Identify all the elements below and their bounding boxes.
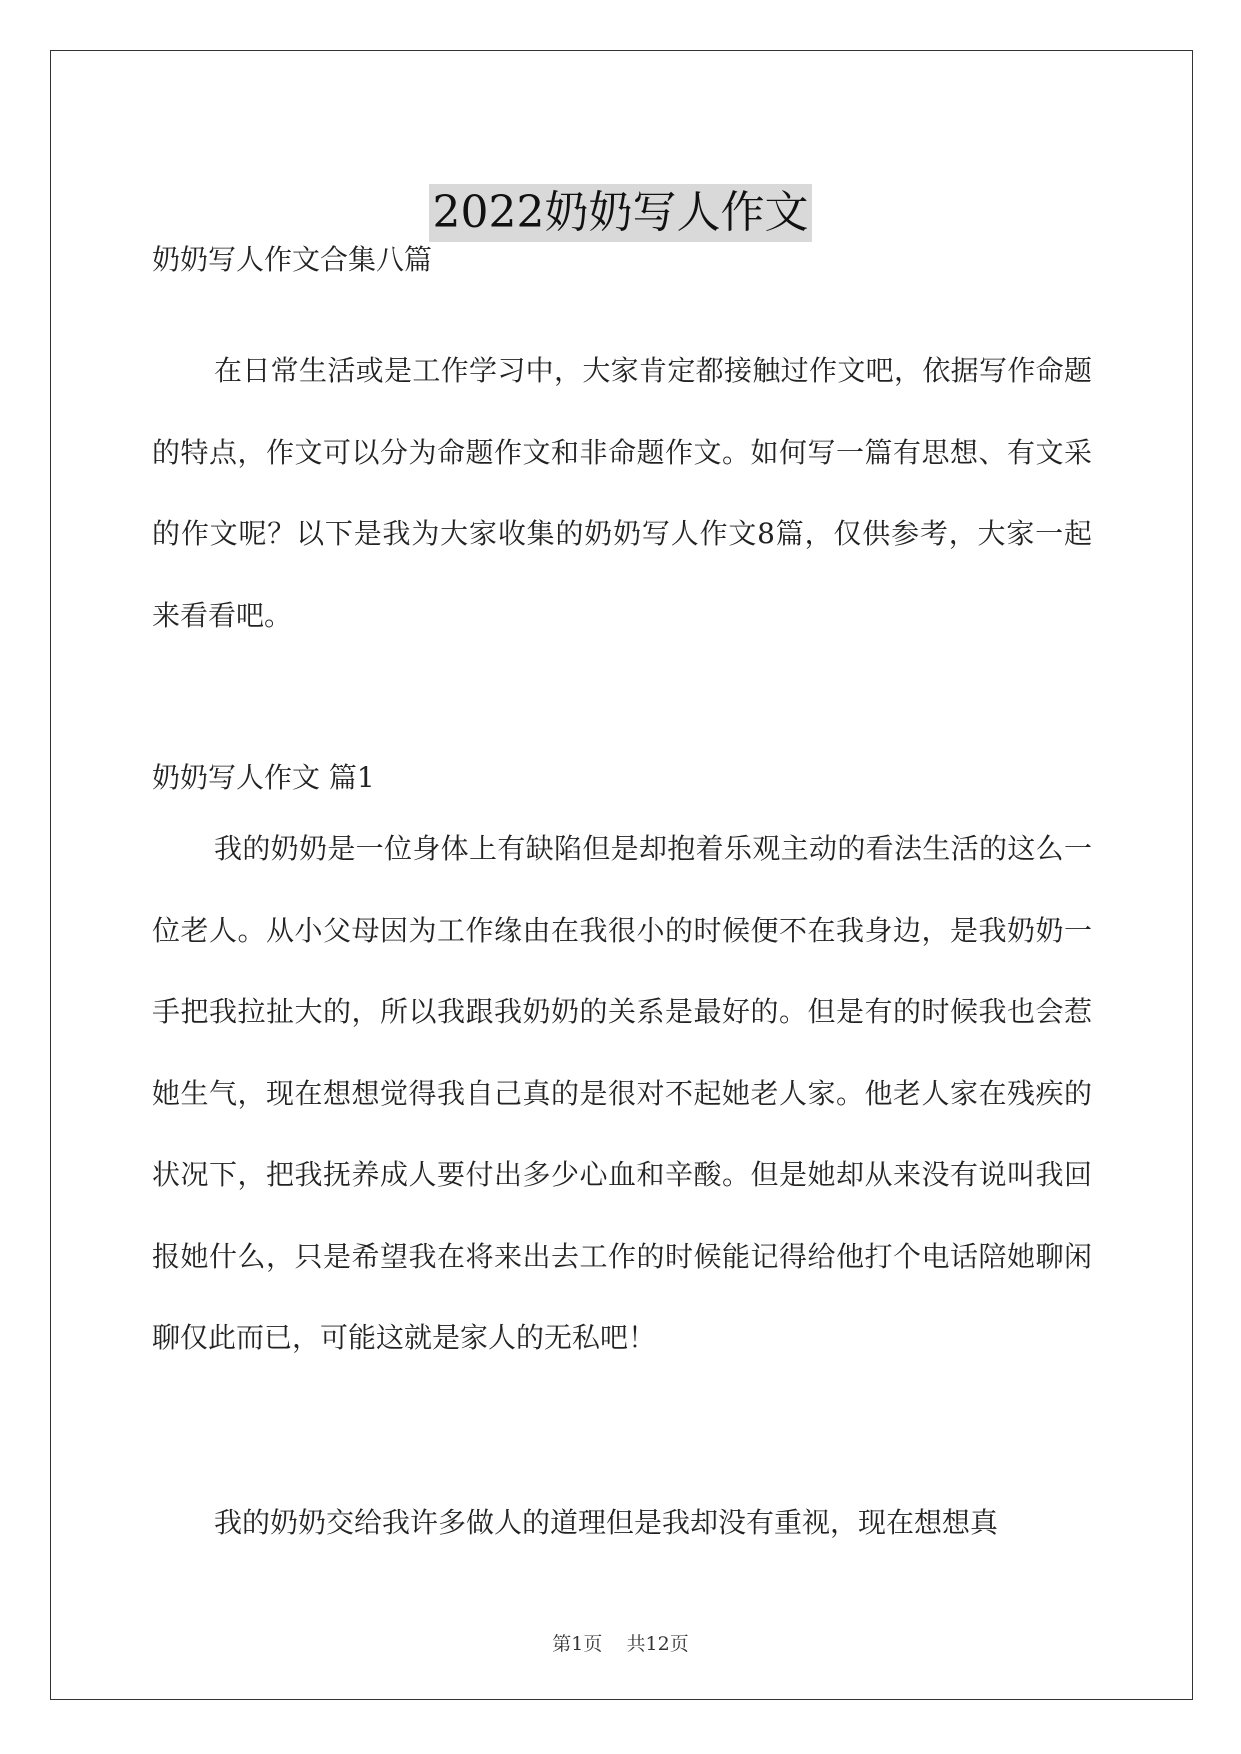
document-title: 2022奶奶写人作文 [429,184,813,242]
body-paragraph: 我的奶奶是一位身体上有缺陷但是却抱着乐观主动的看法生活的这么一位老人。从小父母因为工作缘由在我很小的时候便不在我身边，是我奶奶一手把我拉扯大的，所以我跟我奶奶的关系是最好的。但是有的时候我也会惹她生气，现在想想觉得我自己真的是很对不起她老人家。他老人家在残疾的状况下，把我抚养成人要付出多少心血和辛酸。但是她却从来没有说叫我回报她什么，只是希望我在将来出去工作的时候能记得给他打个电话陪她聊闲聊仅此而已，可能这就是家人的无私吧！ [152,832,1092,1354]
section-heading: 奶奶写人作文 篇1 [152,761,375,794]
body-paragraph: 我的奶奶交给我许多做人的道理但是我却没有重视，现在想想真 [214,1506,999,1539]
document-subtitle: 奶奶写人作文合集八篇 [152,243,433,276]
page-footer: 第1页 共12页 [552,1633,689,1655]
intro-paragraph: 在日常生活或是工作学习中，大家肯定都接触过作文吧，依据写作命题的特点，作文可以分为命题作文和非命题作文。如何写一篇有思想、有文采的作文呢？以下是我为大家收集的奶奶写人作文8篇，仅供参考，大家一起来看看吧。 [152,354,1092,632]
